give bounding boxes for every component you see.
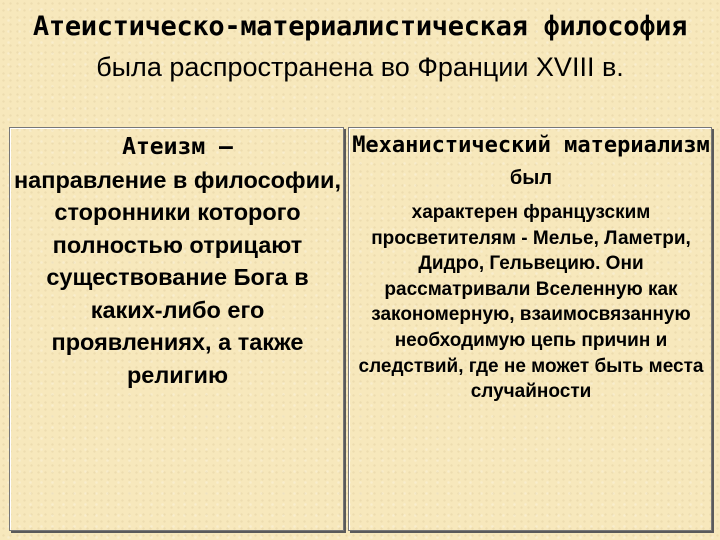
slide-title (10, 6, 710, 87)
materialism-body: характерен французским просветителям - Мелье, Ламетри, Дидро, Гельвецию. Они рассматривали Вселенную как закономерную, взаимосвязанную необходимую цепь причин и следствий, где не может быть места случайности (358, 202, 704, 403)
title-bold-part: Атеистическо-материалистическая философия (32, 11, 688, 42)
materialism-term: Механистический материализм (352, 133, 710, 158)
materialism-heading (349, 130, 713, 194)
atheism-term: Атеизм – (122, 134, 233, 160)
atheism-definition: направление в философии, сторонники которого полностью отрицают существование Бога в каких-либо его проявлениях, а также религию (13, 166, 341, 388)
materialism-box (348, 127, 712, 531)
title-rest-part: была распространена во Франции XVIII в. (96, 52, 624, 82)
atheism-text (10, 130, 345, 391)
atheism-box (9, 127, 344, 531)
materialism-term-suffix: был (509, 167, 553, 189)
